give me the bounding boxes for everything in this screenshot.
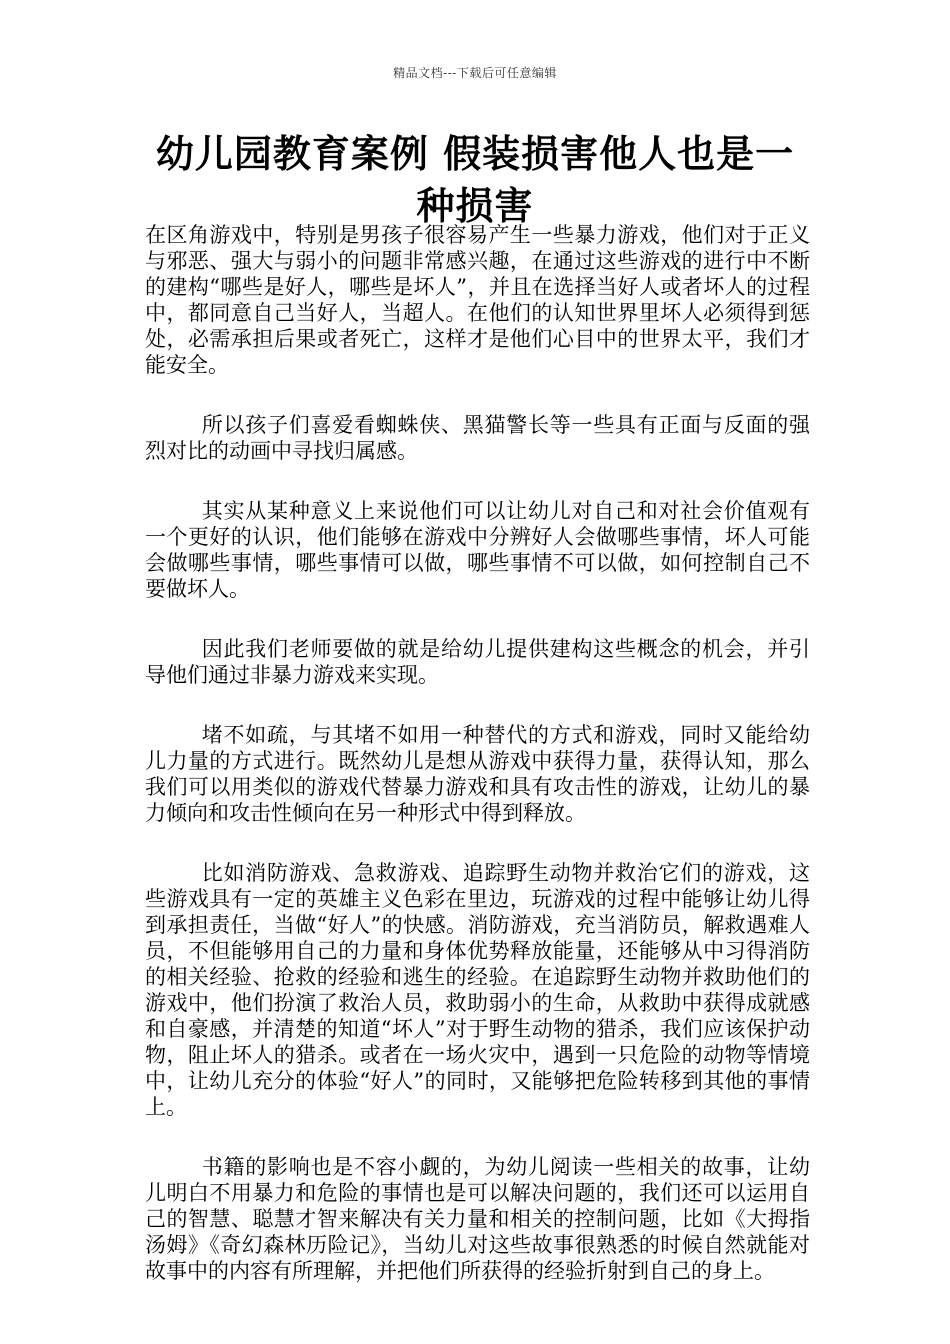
paragraph-1: 在区角游戏中，特别是男孩子很容易产生一些暴力游戏，他们对于正义与邪恶、强大与弱小的问题非常感兴趣，在通过这些游戏的进行中不断的建构“哪些是好人，哪些是坏人”，并且在选择当好人或者坏人的过程中，都同意自己当好人，当超人。在他们的认知世界里坏人必须得到惩处，必需承担后果或者死亡，这样才是他们心目中的世界太平，我们才能安全。 <box>145 223 810 377</box>
header-note: 精品文档---下载后可任意编辑 <box>393 66 557 80</box>
paragraph-2: 所以孩子们喜爱看蜘蛛侠、黑猫警长等一些具有正面与反面的强烈对比的动画中寻找归属感。 <box>145 413 810 463</box>
paragraph-4: 因此我们老师要做的就是给幼儿提供建构这些概念的机会，并引导他们通过非暴力游戏来实现。 <box>145 637 810 687</box>
paragraph-5: 堵不如疏，与其堵不如用一种替代的方式和游戏，同时又能给幼儿力量的方式进行。既然幼儿是想从游戏中获得力量，获得认知，那么我们可以用类似的游戏代替暴力游戏和具有攻击性的游戏，让幼儿的暴力倾向和攻击性倾向在另一种形式中得到释放。 <box>145 723 810 825</box>
document-body <box>145 222 810 1318</box>
paragraph-3: 其实从某种意义上来说他们可以让幼儿对自己和对社会价值观有一个更好的认识，他们能够在游戏中分辨好人会做哪些事情，坏人可能会做哪些事情，哪些事情可以做，哪些事情不可以做，如何控制自己不要做坏人。 <box>145 499 810 601</box>
paragraph-6: 比如消防游戏、急救游戏、追踪野生动物并救治它们的游戏，这些游戏具有一定的英雄主义色彩在里边，玩游戏的过程中能够让幼儿得到承担责任，当做“好人”的快感。消防游戏，充当消防员，解救遇难人员，不但能够用自己的力量和身体优势释放能量，还能够从中习得消防的相关经验、抢救的经验和逃生的经验。在追踪野生动物并救助他们的游戏中，他们扮演了救治人员，救助弱小的生命，从救助中获得成就感和自豪感，并清楚的知道“坏人”对于野生动物的猎杀，我们应该保护动物，阻止坏人的猎杀。或者在一场火灾中，遇到一只危险的动物等情境中，让幼儿充分的体验“好人”的同时，又能够把危险转移到其他的事情上。 <box>145 861 810 1119</box>
document-title: 幼儿园教育案例 假装损害他人也是一种损害 <box>155 131 795 228</box>
paragraph-7: 书籍的影响也是不容小觑的，为幼儿阅读一些相关的故事，让幼儿明白不用暴力和危险的事情也是可以解决问题的，我们还可以运用自己的智慧、聪慧才智来解决有关力量和相关的控制问题，比如《大拇指汤姆》《奇幻森林历险记》，当幼儿对这些故事很熟悉的时候自然就能对故事中的内容有所理解，并把他们所获得的经验折射到自己的身上。 <box>145 1155 810 1283</box>
